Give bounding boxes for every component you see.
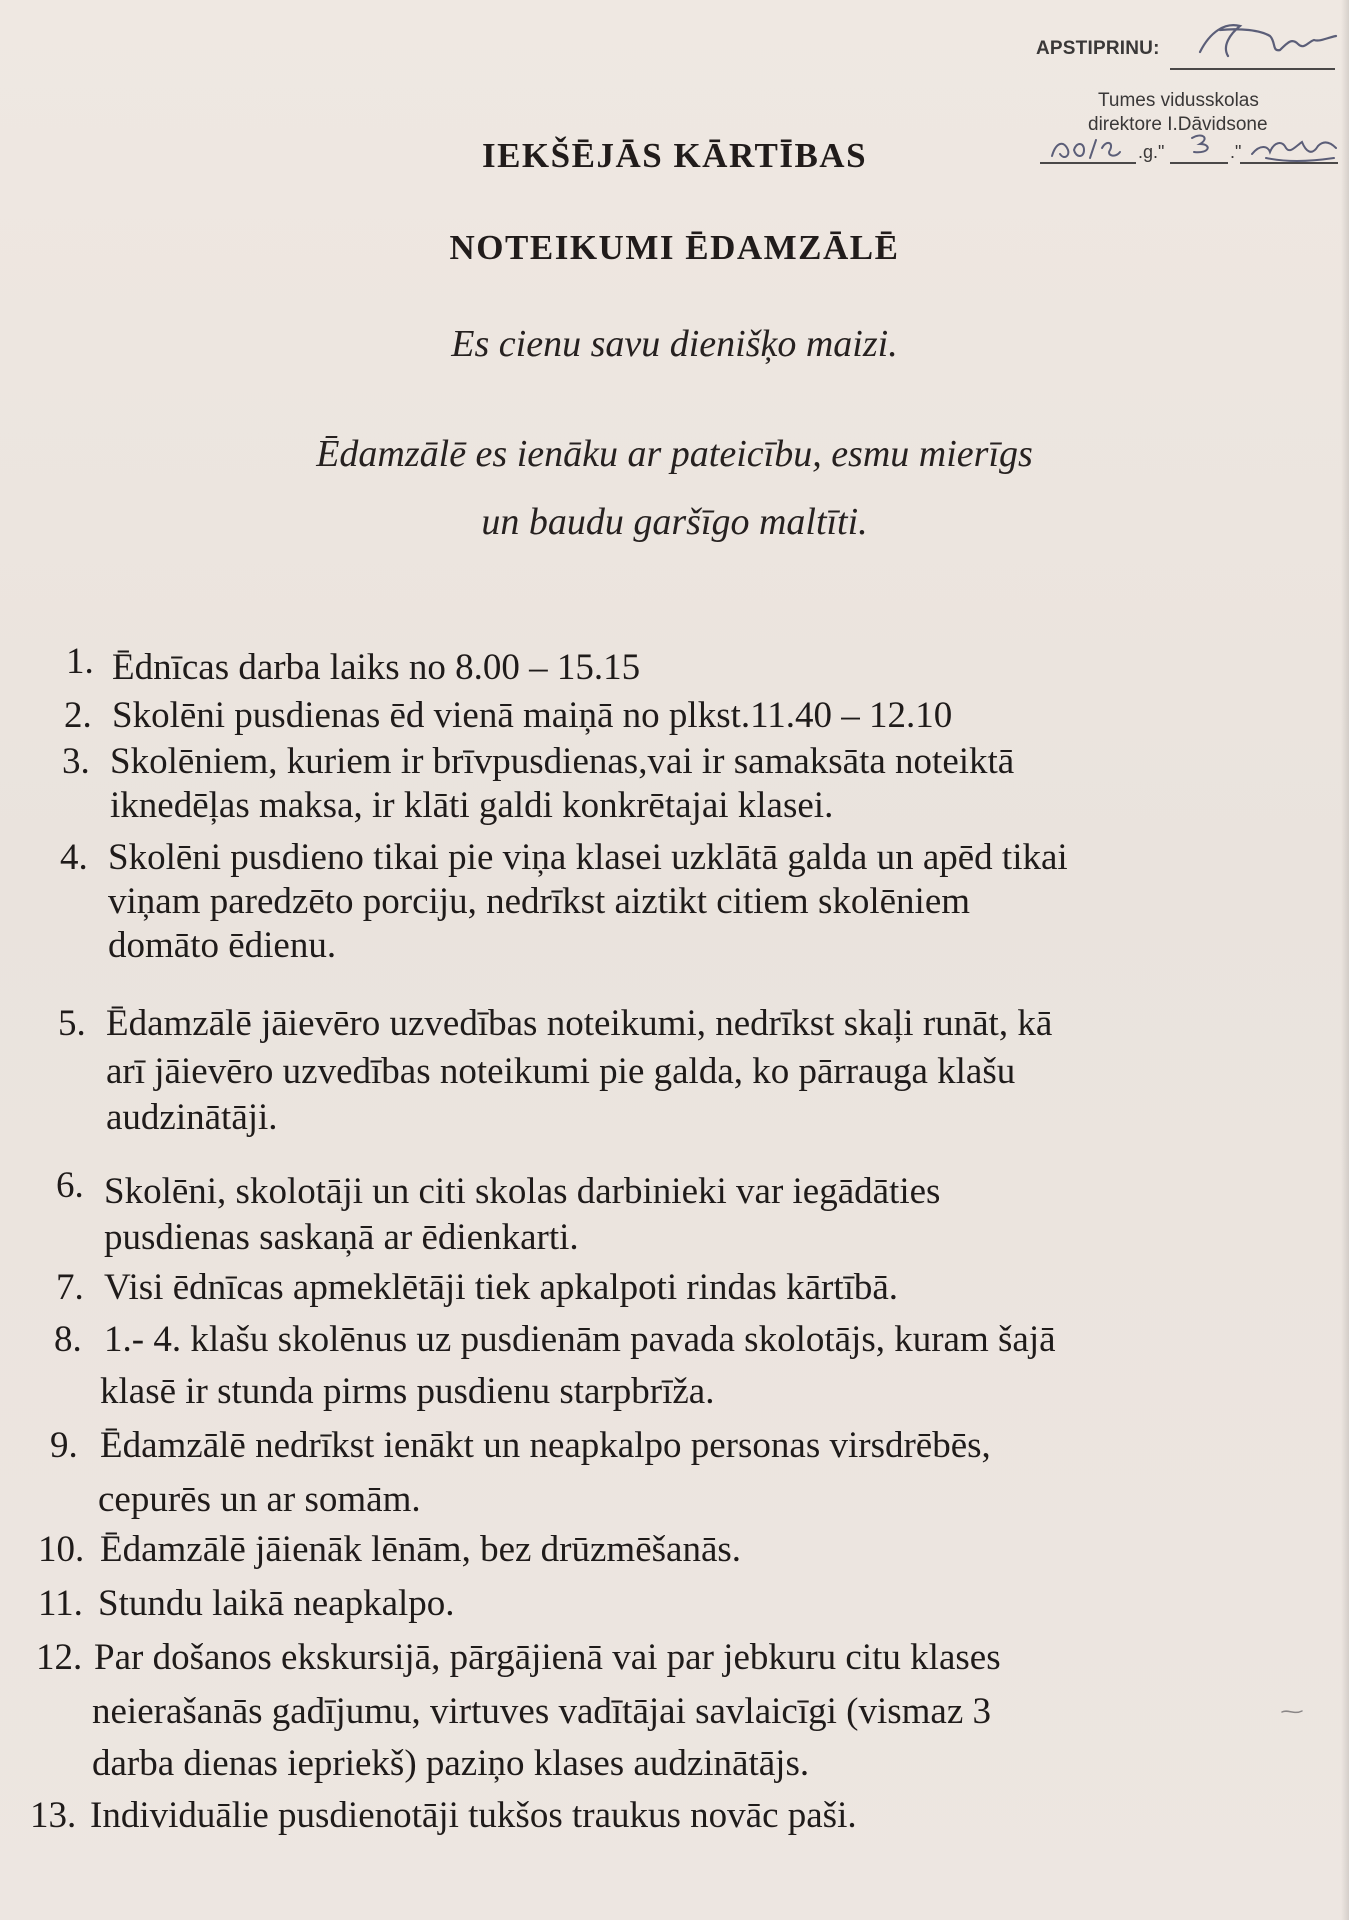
rule-text-line: darba dienas iepriekš) paziņo klases audzinātājs. — [92, 1743, 810, 1784]
rule-text-line: cepurēs un ar somām. — [98, 1479, 421, 1520]
director-name: direktore I.Dāvidsone — [1088, 114, 1268, 135]
rule-number: 2. — [64, 695, 92, 736]
rule-text-line: Ēdnīcas darba laiks no 8.00 – 15.15 — [112, 647, 641, 688]
rule-text-line: domāto ēdienu. — [108, 925, 337, 966]
rule-number: 12. — [36, 1637, 83, 1678]
rule-number: 7. — [56, 1267, 84, 1308]
date-year-suffix: .g." — [1138, 142, 1165, 162]
rule-text-line: Skolēni pusdieno tikai pie viņa klasei uzklātā galda un apēd tikai — [108, 837, 1068, 878]
rule-text-line: Ēdamzālē nedrīkst ienākt un neapkalpo personas virsdrēbēs, — [100, 1425, 991, 1466]
rule-text-line: 1.- 4. klašu skolēnus uz pusdienām pavada skolotājs, kuram šajā — [104, 1319, 1056, 1360]
rule-number: 4. — [60, 837, 88, 878]
approval-label: APSTIPRINU: — [1036, 38, 1160, 59]
document-title-line-1: IEKŠĒJĀS KĀRTĪBAS — [481, 136, 868, 175]
rule-text-line: neierašanās gadījumu, virtuves vadītājai savlaicīgi (vismaz 3 — [92, 1691, 992, 1732]
rule-text-line: Individuālie pusdienotāji tukšos traukus novāc paši. — [90, 1795, 857, 1836]
rule-text-line: arī jāievēro uzvedības noteikumi pie galda, ko pārrauga klašu — [106, 1051, 1016, 1092]
motto-line-1: Es cienu savu dienišķo maizi. — [451, 323, 898, 365]
margin-mark — [1280, 1706, 1304, 1718]
rule-text-line: pusdienas saskaņā ar ēdienkarti. — [104, 1217, 579, 1258]
rule-text-line: viņam paredzēto porciju, nedrīkst aiztikt citiem skolēniem — [108, 881, 971, 922]
rule-number: 13. — [30, 1795, 77, 1836]
rule-text-line: Stundu laikā neapkalpo. — [98, 1583, 455, 1624]
motto-line-3: un baudu garšīgo maltīti. — [481, 501, 868, 543]
rule-text-line: Visi ēdnīcas apmeklētāji tiek apkalpoti rindas kārtībā. — [104, 1267, 899, 1308]
rule-number: 6. — [56, 1165, 84, 1206]
rule-text-line: Par došanos ekskursijā, pārgājienā vai par jebkuru citu klases — [94, 1637, 1001, 1678]
signature-line — [1170, 68, 1335, 70]
rule-text-line: Skolēni pusdienas ēd vienā maiņā no plkst.11.40 – 12.10 — [112, 695, 953, 736]
rule-number: 8. — [54, 1319, 82, 1360]
rule-text-line: iknedēļas maksa, ir klāti galdi konkrētajai klasei. — [110, 785, 834, 826]
rule-number: 10. — [38, 1529, 85, 1570]
rule-text-line: Ēdamzālē jāievēro uzvedības noteikumi, nedrīkst skaļi runāt, kā — [106, 1003, 1053, 1044]
rule-number: 5. — [58, 1003, 86, 1044]
director-signature — [1180, 12, 1340, 72]
date-day-quote: ." — [1230, 142, 1242, 162]
rule-number: 1. — [66, 641, 94, 682]
rule-text-line: Ēdamzālē jāienāk lēnām, bez drūzmēšanās. — [100, 1529, 742, 1570]
rule-number: 9. — [50, 1425, 78, 1466]
rule-text-line: Skolēni, skolotāji un citi skolas darbinieki var iegādāties — [104, 1171, 941, 1212]
document-title-line-2: NOTEIKUMI ĒDAMZĀLĒ — [449, 228, 900, 267]
rule-text-line: Skolēniem, kuriem ir brīvpusdienas,vai ir samaksāta noteiktā — [110, 741, 1015, 782]
rule-number: 11. — [38, 1583, 83, 1624]
rule-text-line: audzinātāji. — [106, 1097, 278, 1138]
rule-number: 3. — [62, 741, 90, 782]
motto-line-2: Ēdamzālē es ienāku ar pateicību, esmu mierīgs — [316, 433, 1033, 475]
rule-text-line: klasē ir stunda pirms pusdienu starpbrīža. — [100, 1371, 715, 1412]
page-edge-shadow — [1341, 0, 1349, 1920]
school-name: Tumes vidusskolas — [1098, 90, 1259, 111]
